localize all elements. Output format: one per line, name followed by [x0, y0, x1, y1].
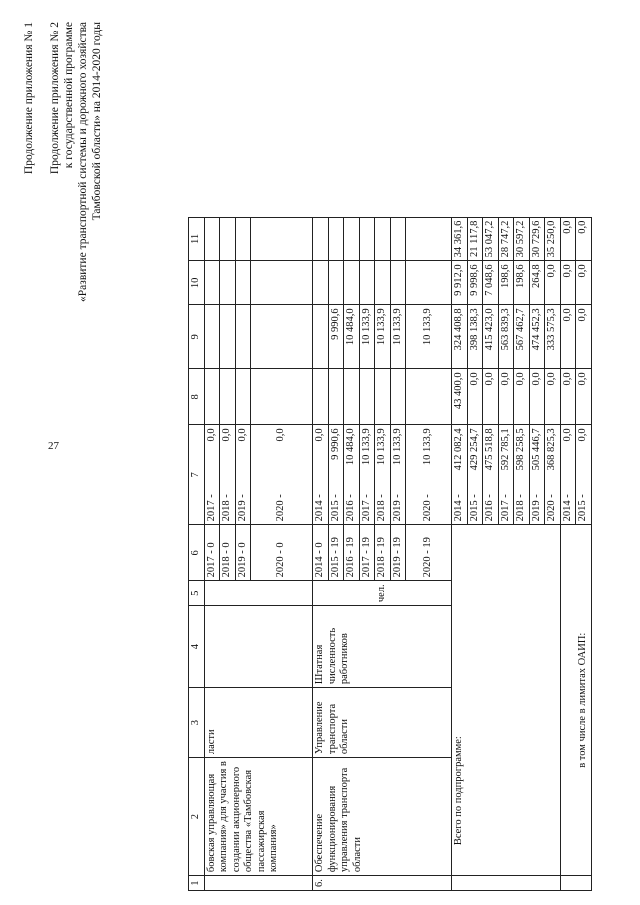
activity-name: бовская управляющая компания» для участия в создании акционерного общества «Тамбовская пассажирская компания» — [204, 758, 313, 876]
finance-total: 2017 - 592 785,1 — [498, 425, 514, 525]
finance-total: 2018 - 0,0 — [220, 425, 236, 525]
regional-budget: 567 462,7 — [514, 305, 530, 369]
program-table — [188, 217, 592, 891]
finance-total: 2017 - 10 133,9 — [359, 425, 375, 525]
col-header: 4 — [189, 606, 205, 688]
indicator-value: 2017 - 0 — [204, 525, 220, 581]
page-number: 27 — [48, 440, 59, 452]
col-header: 8 — [189, 369, 205, 425]
subprogram-total-label: Всего по подпрограмме: — [452, 525, 561, 876]
other-sources: 35 250,0 — [545, 217, 561, 261]
indicator-value: 2014 - 0 — [313, 525, 329, 581]
regional-budget: 474 452,3 — [529, 305, 545, 369]
finance-total: 2020 - 368 825,3 — [545, 425, 561, 525]
regional-budget: 10 133,9 — [390, 305, 406, 369]
col-header: 10 — [189, 261, 205, 305]
table-row — [560, 217, 576, 890]
other-sources: 30 729,6 — [529, 217, 545, 261]
indicator-value: 2019 - 19 — [390, 525, 406, 581]
federal-budget: 0,0 — [529, 369, 545, 425]
executor: Управление транспорта области — [313, 688, 452, 758]
regional-budget: 9 990,6 — [328, 305, 344, 369]
table-row — [452, 217, 468, 890]
local-budget: 0,0 — [560, 261, 576, 305]
finance-total: 2018 - 598 258,5 — [514, 425, 530, 525]
federal-budget: 0,0 — [467, 369, 483, 425]
regional-budget: 10 133,9 — [375, 305, 391, 369]
local-budget: 7 048,6 — [483, 261, 499, 305]
finance-total: 2019 - 0,0 — [235, 425, 251, 525]
indicator-value: 2020 - 19 — [406, 525, 452, 581]
finance-total: 2019 - 10 133,9 — [390, 425, 406, 525]
header-line: Тамбовской области» на 2014-2020 годы — [91, 22, 103, 221]
indicator-value: 2018 - 19 — [375, 525, 391, 581]
regional-budget: 10 133,9 — [359, 305, 375, 369]
local-budget: 0,0 — [545, 261, 561, 305]
finance-total: 2019 - 505 446,7 — [529, 425, 545, 525]
other-sources: 30 597,2 — [514, 217, 530, 261]
local-budget: 264,8 — [529, 261, 545, 305]
regional-budget: 10 133,9 — [406, 305, 452, 369]
activity-name: Обеспечение функционирования управления транспорта области — [313, 758, 452, 876]
federal-budget: 0,0 — [498, 369, 514, 425]
indicator-value: 2016 - 19 — [344, 525, 360, 581]
oaip-limits-label: в том числе в лимитах ОАИП: — [560, 525, 591, 876]
table-row — [204, 217, 220, 890]
header-line: к государственной программе — [63, 22, 75, 169]
finance-total: 2020 - 0,0 — [251, 425, 313, 525]
col-header: 6 — [189, 525, 205, 581]
appendix-title — [48, 22, 104, 582]
finance-total: 2014 - 0,0 — [313, 425, 329, 525]
regional-budget: 563 839,3 — [498, 305, 514, 369]
col-header: 11 — [189, 217, 205, 261]
regional-budget: 0,0 — [576, 305, 592, 369]
col-header: 2 — [189, 758, 205, 876]
regional-budget — [313, 305, 329, 369]
other-sources: 0,0 — [560, 217, 576, 261]
regional-budget: 10 484,0 — [344, 305, 360, 369]
column-number-row — [189, 217, 205, 890]
federal-budget: 43 400,0 — [452, 369, 468, 425]
unit: чел. — [313, 581, 452, 606]
finance-total: 2015 - 429 254,7 — [467, 425, 483, 525]
federal-budget: 0,0 — [576, 369, 592, 425]
indicator-value: 2015 - 19 — [328, 525, 344, 581]
finance-total: 2015 - 0,0 — [576, 425, 592, 525]
finance-total: 2017 - 0,0 — [204, 425, 220, 525]
regional-budget: 415 423,0 — [483, 305, 499, 369]
col-header: 1 — [189, 876, 205, 891]
table-row — [313, 217, 329, 890]
local-budget: 9 912,0 — [452, 261, 468, 305]
header-line: Продолжение приложения № 2 — [49, 22, 61, 175]
header-line: «Развитие транспортной системы и дорожного хозяйства — [77, 22, 89, 302]
continuation-note: Продолжение приложения № 1 — [23, 22, 35, 175]
indicator-value: 2019 - 0 — [235, 525, 251, 581]
finance-total: 2015 - 9 990,6 — [328, 425, 344, 525]
finance-total: 2014 - 412 082,4 — [452, 425, 468, 525]
federal-budget: 0,0 — [545, 369, 561, 425]
regional-budget: 0,0 — [560, 305, 576, 369]
indicator-value: 2018 - 0 — [220, 525, 236, 581]
federal-budget: 0,0 — [560, 369, 576, 425]
col-header: 3 — [189, 688, 205, 758]
indicator-name: Штатная численность работников — [313, 606, 452, 688]
row-number: 6. — [313, 876, 452, 891]
local-budget: 0,0 — [576, 261, 592, 305]
local-budget: 198,6 — [498, 261, 514, 305]
regional-budget: 398 138,3 — [467, 305, 483, 369]
indicator-value: 2017 - 19 — [359, 525, 375, 581]
regional-budget: 324 408,8 — [452, 305, 468, 369]
regional-budget: 333 575,3 — [545, 305, 561, 369]
col-header: 5 — [189, 581, 205, 606]
finance-total: 2014 - 0,0 — [560, 425, 576, 525]
other-sources: 53 047,2 — [483, 217, 499, 261]
executor: ласти — [204, 688, 313, 758]
finance-total: 2020 - 10 133,9 — [406, 425, 452, 525]
local-budget: 198,6 — [514, 261, 530, 305]
col-header: 9 — [189, 305, 205, 369]
col-header: 7 — [189, 425, 205, 525]
finance-total: 2018 - 10 133,9 — [375, 425, 391, 525]
other-sources: 21 117,8 — [467, 217, 483, 261]
local-budget: 9 998,6 — [467, 261, 483, 305]
federal-budget: 0,0 — [483, 369, 499, 425]
federal-budget: 0,0 — [514, 369, 530, 425]
other-sources: 34 361,6 — [452, 217, 468, 261]
finance-total: 2016 - 10 484,0 — [344, 425, 360, 525]
finance-total: 2016 - 475 518,8 — [483, 425, 499, 525]
other-sources: 0,0 — [576, 217, 592, 261]
other-sources: 28 747,2 — [498, 217, 514, 261]
indicator-value: 2020 - 0 — [251, 525, 313, 581]
